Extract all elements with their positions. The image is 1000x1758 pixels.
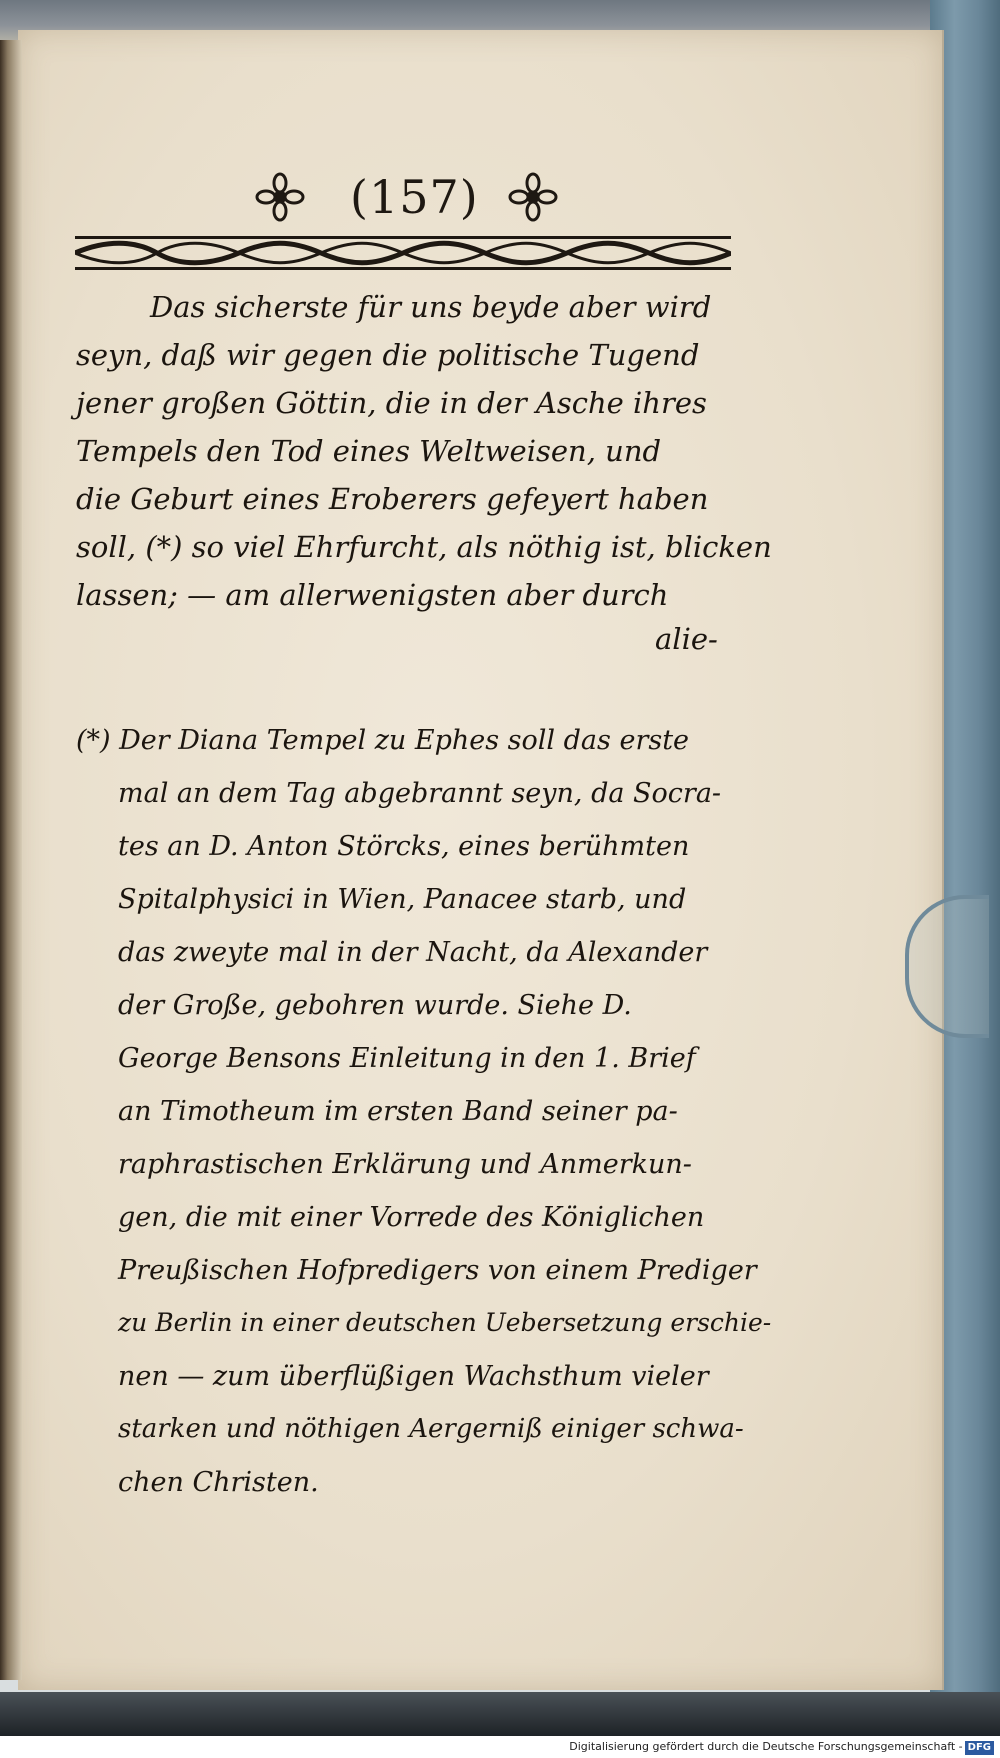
footnote-line-10: gen, die mit einer Vorrede des Königlichen (118, 1202, 705, 1233)
text-line-1: Das sicherste für uns beyde aber wird (150, 290, 712, 324)
footnote-line-4: Spitalphysici in Wien, Panacee starb, und (118, 884, 687, 915)
footnote-line-2: mal an dem Tag abgebrannt seyn, da Socra- (118, 778, 722, 809)
decorative-rule (75, 232, 731, 274)
text-line-4: Tempels den Tod eines Weltweisen, und (76, 434, 662, 468)
footnote-line-6: der Große, gebohren wurde. Siehe D. (118, 990, 632, 1021)
credit-text: Digitalisierung gefördert durch die Deutsche Forschungsgemeinschaft - (569, 1740, 963, 1753)
text-line-2: seyn, daß wir gegen die politische Tugend (76, 338, 700, 372)
text-line-5: die Geburt eines Eroberers gefeyert haben (76, 482, 709, 516)
digitization-credit (0, 1736, 1000, 1758)
text-line-7: lassen; — am allerwenigsten aber durch (76, 578, 669, 612)
text-line-6: soll, (*) so viel Ehrfurcht, als nöthig ist, blicken (76, 530, 772, 564)
footnote-line-13: nen — zum überflüßigen Wachsthum vieler (118, 1361, 709, 1392)
left-rosette-ornament (255, 172, 305, 222)
footnote-line-15: chen Christen. (118, 1467, 319, 1498)
catchword: alie- (655, 622, 718, 656)
facing-page-edge (0, 40, 22, 1680)
dfg-logo: DFG (965, 1741, 994, 1755)
footnote-line-14: starken und nöthigen Aergerniß einiger schwa- (118, 1414, 744, 1444)
footnote-line-1: (*) Der Diana Tempel zu Ephes soll das erste (76, 725, 690, 756)
page-number: (157) (350, 170, 479, 224)
footnote-line-8: an Timotheum im ersten Band seiner pa- (118, 1096, 678, 1127)
text-line-3: jener großen Göttin, die in der Asche ihres (76, 386, 707, 420)
footnote-line-5: das zweyte mal in der Nacht, da Alexander (118, 937, 708, 968)
footnote-line-7: George Bensons Einleitung in den 1. Brief (118, 1043, 696, 1074)
footnote-line-9: raphrastischen Erklärung und Anmerkun- (118, 1149, 692, 1180)
footnote-line-12: zu Berlin in einer deutschen Uebersetzung erschie- (118, 1308, 772, 1337)
footnote-line-3: tes an D. Anton Störcks, eines berühmten (118, 831, 690, 862)
scan-bottom-edge (0, 1692, 1000, 1736)
footnote-line-11: Preußischen Hofpredigers von einem Prediger (118, 1255, 757, 1286)
right-rosette-ornament (508, 172, 558, 222)
